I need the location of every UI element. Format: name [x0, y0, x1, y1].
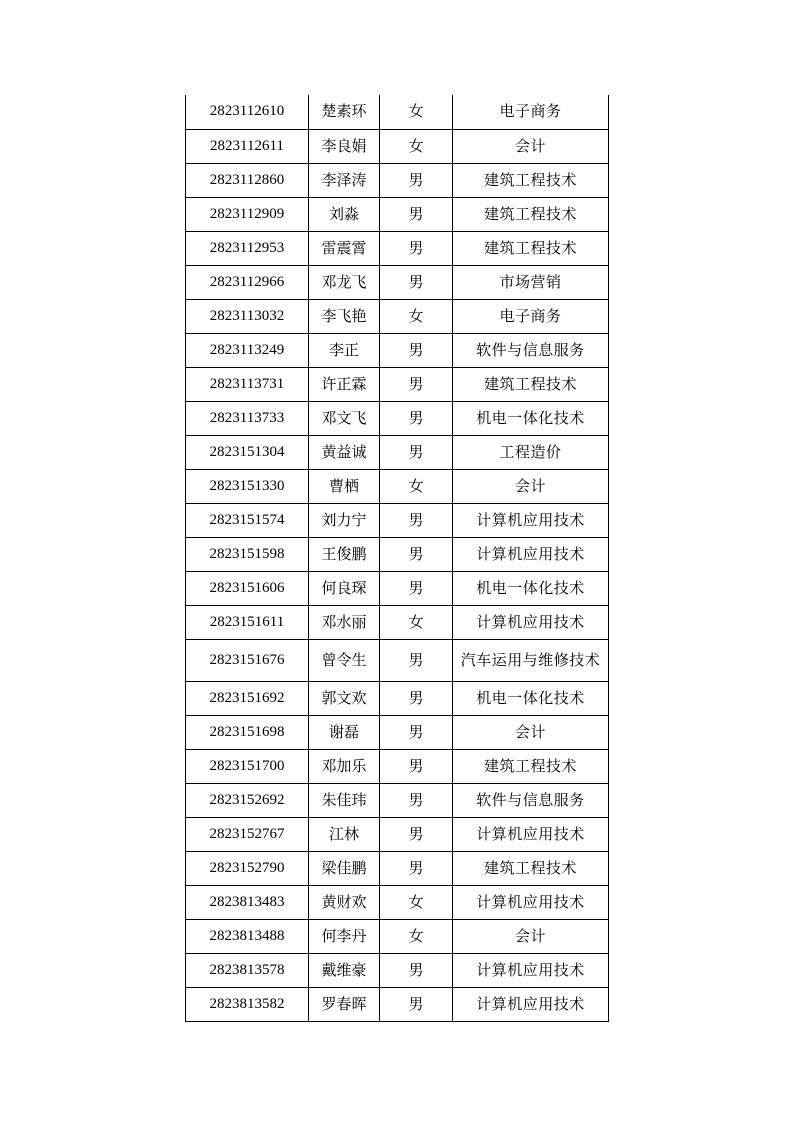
table-row [186, 715, 609, 749]
table-row [186, 851, 609, 885]
student-gender-cell: 男 [380, 197, 453, 231]
table-row [186, 749, 609, 783]
student-major-cell: 机电一体化技术 [453, 681, 609, 715]
student-name-cell: 郭文欢 [309, 681, 380, 715]
student-id-cell: 2823151304 [186, 435, 309, 469]
student-gender-cell: 女 [380, 129, 453, 163]
student-major-cell: 建筑工程技术 [453, 163, 609, 197]
table-row [186, 503, 609, 537]
student-name-cell: 江林 [309, 817, 380, 851]
student-name-cell: 何良琛 [309, 571, 380, 605]
student-name-cell: 梁佳鹏 [309, 851, 380, 885]
table-row [186, 265, 609, 299]
student-gender-cell: 女 [380, 95, 453, 129]
student-major-cell: 计算机应用技术 [453, 503, 609, 537]
student-id-cell: 2823813578 [186, 953, 309, 987]
student-id-cell: 2823151574 [186, 503, 309, 537]
student-name-cell: 邓龙飞 [309, 265, 380, 299]
table-row [186, 681, 609, 715]
student-name-cell: 谢磊 [309, 715, 380, 749]
student-gender-cell: 男 [380, 401, 453, 435]
student-id-cell: 2823112966 [186, 265, 309, 299]
student-gender-cell: 男 [380, 639, 453, 681]
student-id-cell: 2823112909 [186, 197, 309, 231]
student-id-cell: 2823151692 [186, 681, 309, 715]
student-major-cell: 会计 [453, 715, 609, 749]
student-gender-cell: 女 [380, 885, 453, 919]
table-row [186, 299, 609, 333]
student-id-cell: 2823113733 [186, 401, 309, 435]
student-name-cell: 曹栖 [309, 469, 380, 503]
student-gender-cell: 男 [380, 987, 453, 1021]
roster-body [186, 95, 609, 1021]
student-gender-cell: 男 [380, 231, 453, 265]
student-major-cell: 计算机应用技术 [453, 987, 609, 1021]
student-major-cell: 会计 [453, 129, 609, 163]
table-row [186, 333, 609, 367]
student-major-cell: 计算机应用技术 [453, 953, 609, 987]
student-name-cell: 许正霖 [309, 367, 380, 401]
student-name-cell: 刘力宁 [309, 503, 380, 537]
student-id-cell: 2823151598 [186, 537, 309, 571]
student-roster-table [185, 95, 609, 1022]
student-name-cell: 罗春晖 [309, 987, 380, 1021]
student-gender-cell: 女 [380, 919, 453, 953]
student-gender-cell: 女 [380, 469, 453, 503]
student-gender-cell: 男 [380, 537, 453, 571]
student-id-cell: 2823151698 [186, 715, 309, 749]
student-name-cell: 邓文飞 [309, 401, 380, 435]
table-row [186, 953, 609, 987]
student-major-cell: 电子商务 [453, 95, 609, 129]
student-name-cell: 李正 [309, 333, 380, 367]
student-gender-cell: 男 [380, 163, 453, 197]
student-gender-cell: 男 [380, 503, 453, 537]
student-name-cell: 李泽涛 [309, 163, 380, 197]
student-name-cell: 刘淼 [309, 197, 380, 231]
table-row [186, 605, 609, 639]
student-id-cell: 2823813483 [186, 885, 309, 919]
student-name-cell: 李飞艳 [309, 299, 380, 333]
student-major-cell: 计算机应用技术 [453, 817, 609, 851]
student-id-cell: 2823151611 [186, 605, 309, 639]
student-gender-cell: 男 [380, 817, 453, 851]
table-row [186, 401, 609, 435]
student-name-cell: 何李丹 [309, 919, 380, 953]
student-major-cell: 电子商务 [453, 299, 609, 333]
table-row [186, 129, 609, 163]
student-gender-cell: 男 [380, 265, 453, 299]
student-major-cell: 建筑工程技术 [453, 851, 609, 885]
table-row [186, 95, 609, 129]
student-name-cell: 戴维豪 [309, 953, 380, 987]
table-row [186, 817, 609, 851]
student-id-cell: 2823113249 [186, 333, 309, 367]
student-id-cell: 2823112860 [186, 163, 309, 197]
table-row [186, 639, 609, 681]
table-row [186, 919, 609, 953]
table-row [186, 571, 609, 605]
table-row [186, 885, 609, 919]
student-major-cell: 建筑工程技术 [453, 231, 609, 265]
student-major-cell: 软件与信息服务 [453, 333, 609, 367]
student-gender-cell: 男 [380, 783, 453, 817]
table-row [186, 367, 609, 401]
student-id-cell: 2823151700 [186, 749, 309, 783]
student-major-cell: 汽车运用与维修技术 [453, 639, 609, 681]
student-id-cell: 2823112610 [186, 95, 309, 129]
student-major-cell: 软件与信息服务 [453, 783, 609, 817]
student-gender-cell: 男 [380, 851, 453, 885]
student-gender-cell: 男 [380, 749, 453, 783]
student-name-cell: 黄益诚 [309, 435, 380, 469]
student-name-cell: 王俊鹏 [309, 537, 380, 571]
student-major-cell: 机电一体化技术 [453, 401, 609, 435]
student-name-cell: 李良娟 [309, 129, 380, 163]
student-major-cell: 机电一体化技术 [453, 571, 609, 605]
table-row [186, 987, 609, 1021]
student-name-cell: 邓水丽 [309, 605, 380, 639]
table-row [186, 163, 609, 197]
table-row [186, 231, 609, 265]
student-major-cell: 计算机应用技术 [453, 605, 609, 639]
student-id-cell: 2823151330 [186, 469, 309, 503]
student-major-cell: 市场营销 [453, 265, 609, 299]
student-id-cell: 2823813582 [186, 987, 309, 1021]
student-name-cell: 邓加乐 [309, 749, 380, 783]
student-major-cell: 会计 [453, 919, 609, 953]
table-row [186, 197, 609, 231]
student-id-cell: 2823152692 [186, 783, 309, 817]
student-gender-cell: 男 [380, 435, 453, 469]
student-name-cell: 黄财欢 [309, 885, 380, 919]
student-gender-cell: 男 [380, 333, 453, 367]
student-name-cell: 楚素环 [309, 95, 380, 129]
student-id-cell: 2823112611 [186, 129, 309, 163]
student-major-cell: 计算机应用技术 [453, 885, 609, 919]
student-major-cell: 建筑工程技术 [453, 367, 609, 401]
student-id-cell: 2823151676 [186, 639, 309, 681]
student-major-cell: 建筑工程技术 [453, 749, 609, 783]
student-major-cell: 建筑工程技术 [453, 197, 609, 231]
student-name-cell: 朱佳玮 [309, 783, 380, 817]
table-row [186, 783, 609, 817]
student-gender-cell: 男 [380, 367, 453, 401]
student-gender-cell: 男 [380, 681, 453, 715]
student-id-cell: 2823152767 [186, 817, 309, 851]
student-gender-cell: 女 [380, 299, 453, 333]
table-row [186, 435, 609, 469]
student-id-cell: 2823152790 [186, 851, 309, 885]
table-row [186, 469, 609, 503]
student-major-cell: 工程造价 [453, 435, 609, 469]
student-id-cell: 2823113032 [186, 299, 309, 333]
student-gender-cell: 男 [380, 715, 453, 749]
student-gender-cell: 男 [380, 571, 453, 605]
student-major-cell: 计算机应用技术 [453, 537, 609, 571]
student-id-cell: 2823113731 [186, 367, 309, 401]
table-row [186, 537, 609, 571]
student-gender-cell: 女 [380, 605, 453, 639]
student-gender-cell: 男 [380, 953, 453, 987]
student-id-cell: 2823112953 [186, 231, 309, 265]
student-id-cell: 2823813488 [186, 919, 309, 953]
student-id-cell: 2823151606 [186, 571, 309, 605]
student-major-cell: 会计 [453, 469, 609, 503]
student-name-cell: 曾令生 [309, 639, 380, 681]
student-name-cell: 雷震霄 [309, 231, 380, 265]
